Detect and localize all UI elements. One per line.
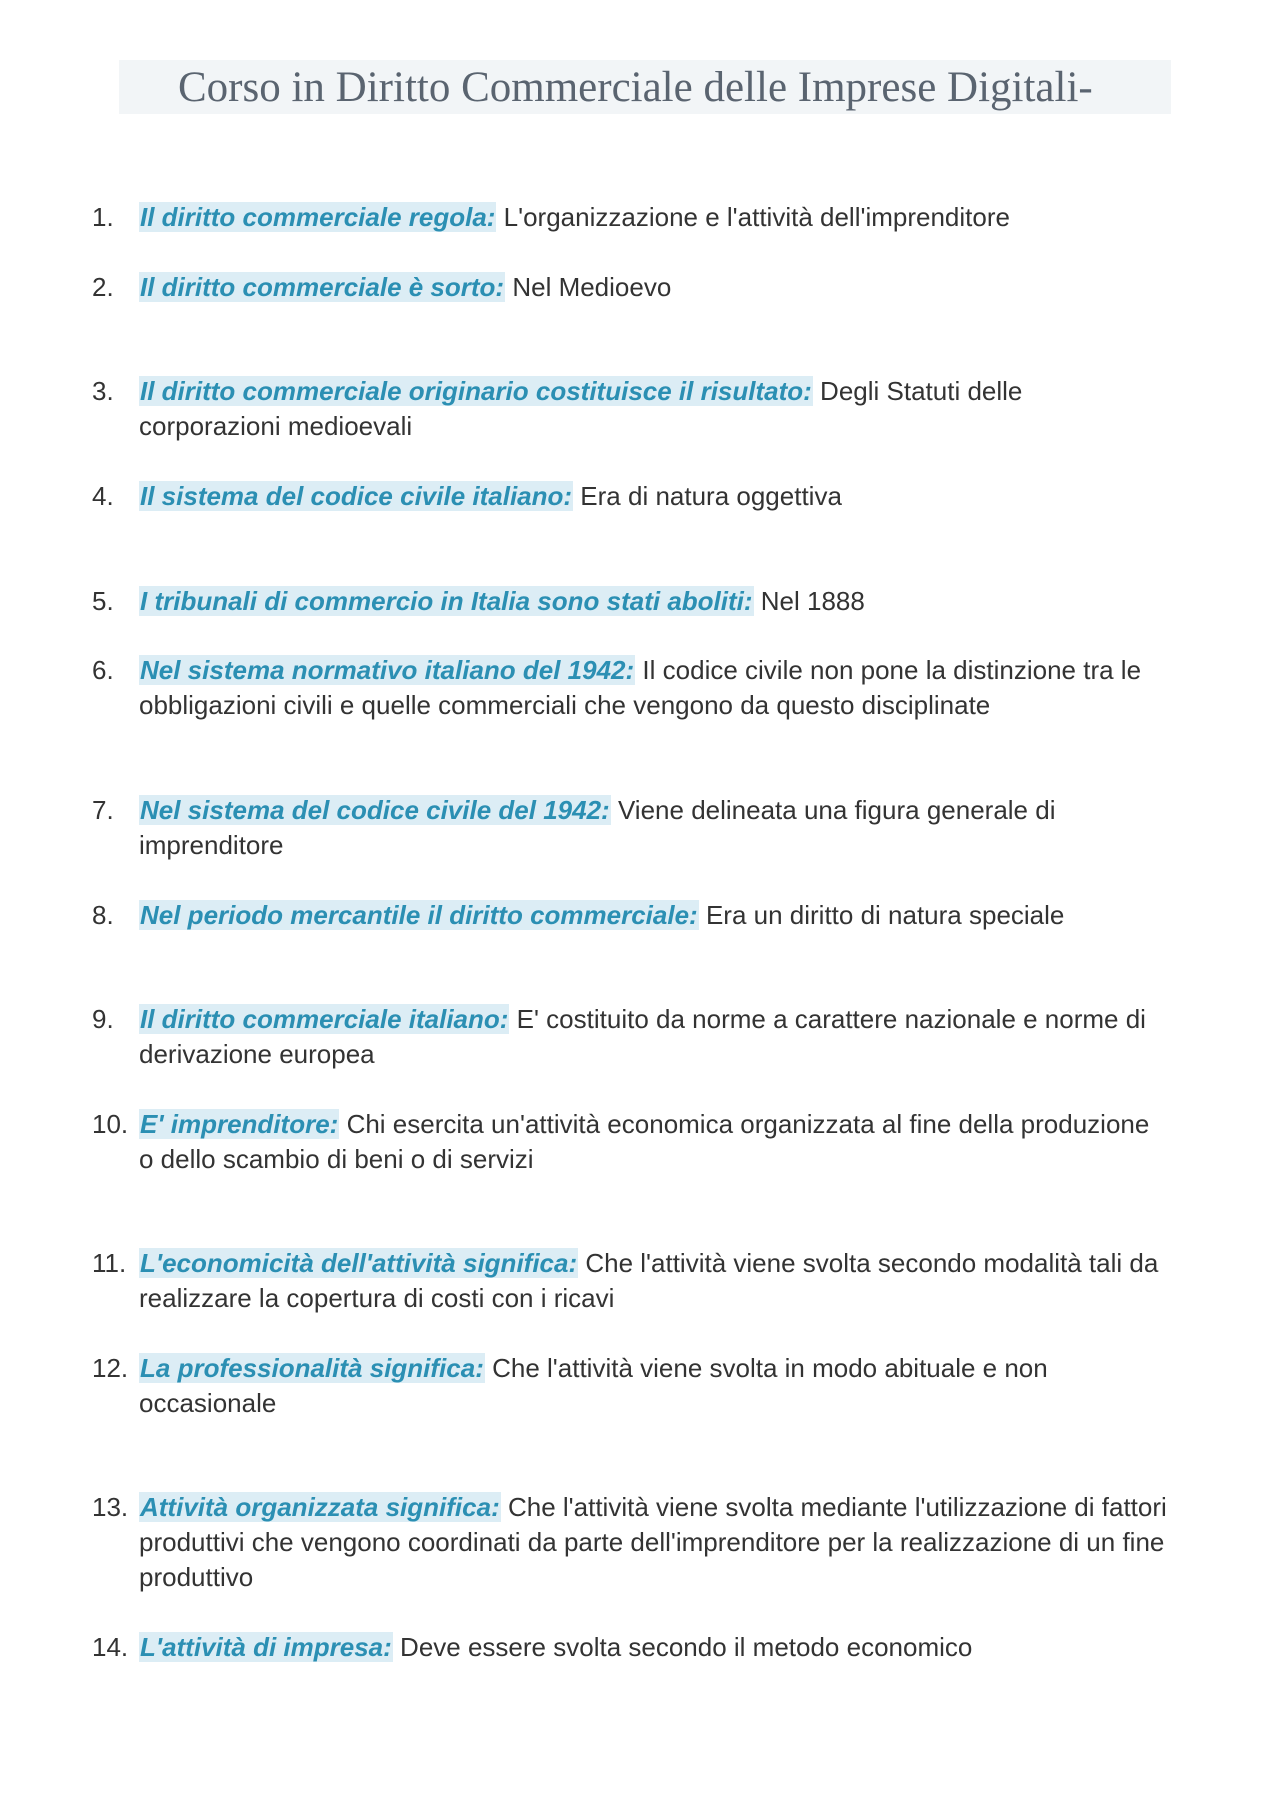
list-item <box>92 584 1169 619</box>
question-text: E' imprenditore: <box>140 1109 339 1139</box>
question-text: Il diritto commerciale italiano: <box>140 1004 509 1034</box>
answer-text: Era un diritto di natura speciale <box>705 900 1065 930</box>
answer-text: Che l'attività viene svolta mediante l'utilizzazione di fattori produttivi che vengono coordinati da parte dell'imprenditore per la realizzazione di un fine produttivo <box>139 1492 1167 1592</box>
list-item <box>92 898 1169 933</box>
item-number: 1. <box>92 202 114 232</box>
answer-text: Deve essere svolta secondo il metodo economico <box>400 1632 973 1662</box>
question-text: Il diritto commerciale regola: <box>140 202 496 232</box>
item-number: 7. <box>92 795 114 825</box>
question-text: Nel sistema normativo italiano del 1942: <box>140 655 635 685</box>
item-number: 4. <box>92 481 114 511</box>
answer-text: Viene delineata una figura generale di imprenditore <box>139 795 1056 860</box>
list-item <box>92 1246 1169 1316</box>
item-number: 2. <box>92 272 114 302</box>
answer-text: E' costituito da norme a carattere nazionale e norme di derivazione europea <box>139 1004 1146 1069</box>
list-item <box>92 1002 1169 1072</box>
page-title: Corso in Diritto Commerciale delle Imprese Digitali- <box>178 64 1093 111</box>
list-item <box>92 653 1169 723</box>
item-number: 6. <box>92 655 114 685</box>
list-item <box>92 1107 1169 1177</box>
question-text: L'attività di impresa: <box>140 1632 392 1662</box>
answer-text: Era di natura oggettiva <box>580 481 842 511</box>
question-text: Il sistema del codice civile italiano: <box>140 481 573 511</box>
answer-text: Chi esercita un'attività economica organizzata al fine della produzione o dello scambio di beni o di servizi <box>139 1109 1150 1174</box>
list-item <box>92 374 1169 444</box>
question-text: Nel periodo mercantile il diritto commerciale: <box>140 900 698 930</box>
list-item <box>92 1351 1169 1421</box>
question-text: Nel sistema del codice civile del 1942: <box>140 795 610 825</box>
list-item <box>92 270 1169 305</box>
answer-text: Nel Medioevo <box>512 272 672 302</box>
question-text: Il diritto commerciale originario costituisce il risultato: <box>140 376 812 406</box>
item-number: 10. <box>92 1109 129 1139</box>
answer-text: Il codice civile non pone la distinzione tra le obbligazioni civili e quelle commerciali che vengono da questo disciplinate <box>139 655 1142 720</box>
list-item <box>92 479 1169 514</box>
list-item <box>92 793 1169 863</box>
item-number: 11. <box>92 1248 127 1278</box>
list-item <box>92 1490 1169 1595</box>
question-text: La professionalità significa: <box>140 1353 484 1383</box>
list-item <box>92 200 1169 235</box>
question-text: L'economicità dell'attività significa: <box>140 1248 578 1278</box>
answer-text: Che l'attività viene svolta in modo abituale e non occasionale <box>139 1353 1048 1418</box>
item-number: 13. <box>92 1492 129 1522</box>
question-text: Attività organizzata significa: <box>140 1492 500 1522</box>
answer-text: Che l'attività viene svolta secondo modalità tali da realizzare la copertura di costi con i ricavi <box>139 1248 1159 1313</box>
answer-text: Nel 1888 <box>760 586 865 616</box>
list-item <box>92 1630 1169 1665</box>
item-number: 12. <box>92 1353 129 1383</box>
item-number: 8. <box>92 900 114 930</box>
question-text: Il diritto commerciale è sorto: <box>140 272 505 302</box>
item-number: 14. <box>92 1632 129 1662</box>
item-number: 5. <box>92 586 114 616</box>
item-number: 9. <box>92 1004 114 1034</box>
answer-text: Degli Statuti delle corporazioni medioevali <box>139 376 1023 441</box>
answer-text: L'organizzazione e l'attività dell'imprenditore <box>503 202 1010 232</box>
item-number: 3. <box>92 376 114 406</box>
question-text: I tribunali di commercio in Italia sono stati aboliti: <box>140 586 753 616</box>
